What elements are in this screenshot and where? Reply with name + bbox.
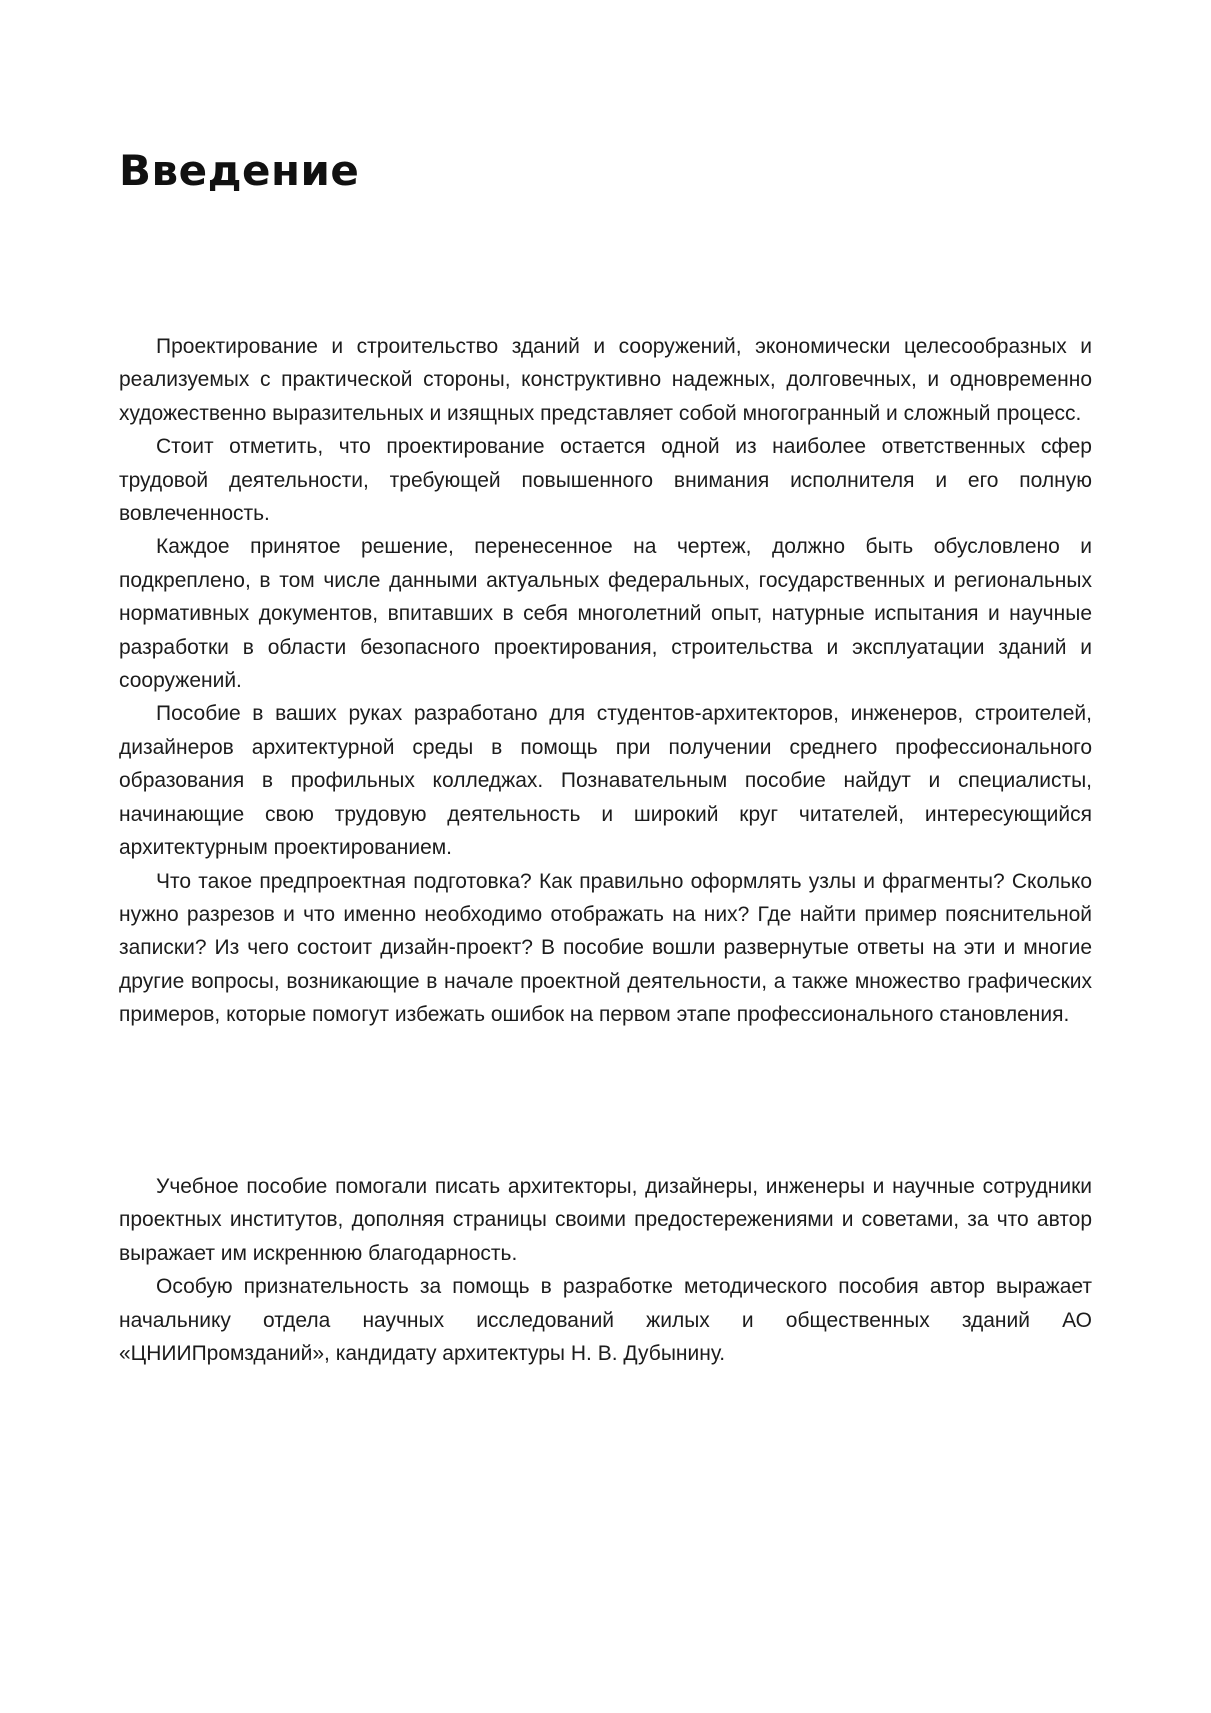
page-title: Введение [119, 146, 360, 195]
intro-section [119, 330, 1092, 1032]
acknowledgement-paragraph: Особую признательность за помощь в разработке методического пособия автор выражает начальнику отдела научных исследований жилых и общественных зданий АО «ЦНИИПромзданий», кандидату архитектуры Н. В. Дубынину. [119, 1275, 1092, 1366]
intro-paragraph: Стоит отметить, что проектирование остается одной из наиболее ответственных сфер трудовой деятельности, требующей повышенного внимания исполнителя и его полную вовлеченность. [119, 435, 1092, 526]
acknowledgements-section [119, 1170, 1092, 1370]
intro-paragraph: Каждое принятое решение, перенесенное на чертеж, должно быть обусловлено и подкреплено, в том числе данными актуальных федеральных, государственных и региональных нормативных документов, впитавших в себя многолетний опыт, натурные испытания и научные разработки в области безопасного проектирования, строительства и эксплуатации зданий и сооружений. [119, 535, 1092, 693]
acknowledgement-paragraph: Учебное пособие помогали писать архитекторы, дизайнеры, инженеры и научные сотрудники проектных институтов, дополняя страницы своими предостережениями и советами, за что автор выражает им искреннюю благодарность. [119, 1175, 1092, 1265]
intro-paragraph: Проектирование и строительство зданий и сооружений, экономически целесообразных и реализуемых с практической стороны, конструктивно надежных, долговечных, и одновременно художественно выразительных и изящных представляет собой многогранный и сложный процесс. [119, 335, 1092, 425]
intro-paragraph: Пособие в ваших руках разработано для студентов-архитекторов, инженеров, строителей, дизайнеров архитектурной среды в помощь при получении среднего профессионального образования в профильных колледжах. Познавательным пособие найдут и специалисты, начинающие свою трудовую деятельность и широкий круг читателей, интересующийся архитектурным проектированием. [119, 702, 1092, 860]
intro-paragraph: Что такое предпроектная подготовка? Как правильно оформлять узлы и фрагменты? Сколько нужно разрезов и что именно необходимо отображать на них? Где найти пример пояснительной записки? Из чего состоит дизайн-проект? В пособие вошли развернутые ответы на эти и многие другие вопросы, возникающие в начале проектной деятельности, а также множество графических примеров, которые помогут избежать ошибок на первом этапе профессионального становления. [119, 869, 1092, 1027]
